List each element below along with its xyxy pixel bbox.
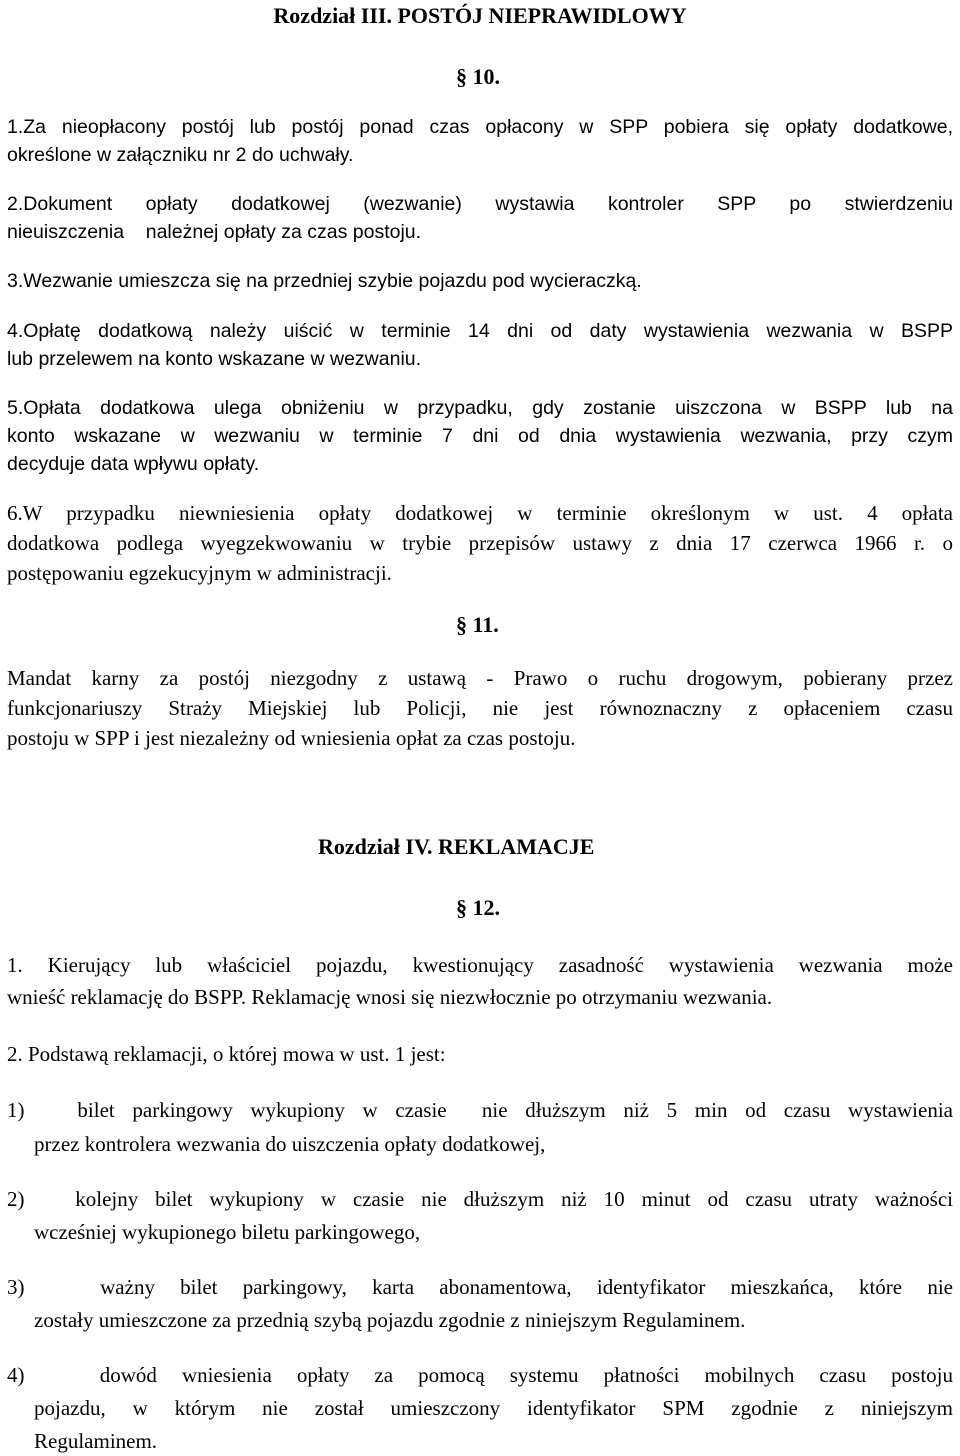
paragraph-10-2-line: 2.Dokument opłaty dodatkowej (wezwanie) wystawia kontroler SPP po stwierdzeniu <box>7 193 953 215</box>
paragraph-11-line: funkcjonariuszy Straży Miejskiej lub Policji, nie jest równoznaczny z opłaceniem czasu <box>7 696 953 720</box>
paragraph-12-1-line: wnieść reklamację do BSPP. Reklamację wnosi się niezwłocznie po otrzymaniu wezwania. <box>7 985 773 1009</box>
list-item-3-line: 3) ważny bilet parkingowy, karta abonamentowa, identyfikator mieszkańca, które nie <box>7 1275 953 1299</box>
list-item-4-line: pojazdu, w którym nie został umieszczony identyfikator SPM zgodnie z niniejszym <box>34 1396 953 1420</box>
paragraph-10-4-line: lub przelewem na konto wskazane w wezwaniu. <box>7 348 422 370</box>
list-item-2-line: wcześniej wykupionego biletu parkingowego, <box>34 1220 421 1244</box>
paragraph-10-6-line: postępowaniu egzekucyjnym w administracji. <box>7 561 392 585</box>
paragraph-10-2-line: nieuiszczenia należnej opłaty za czas postoju. <box>7 221 422 243</box>
list-item-1-line: 1) bilet parkingowy wykupiony w czasie nie dłuższym niż 5 min od czasu wystawienia <box>7 1098 953 1122</box>
list-item-4-line: Regulaminem. <box>34 1429 158 1453</box>
paragraph-12-1-line: 1. Kierujący lub właściciel pojazdu, kwestionujący zasadność wystawienia wezwania może <box>7 953 953 977</box>
paragraph-10-5-line: konto wskazane w wezwaniu w terminie 7 dni od dnia wystawienia wezwania, przy czym <box>7 425 953 447</box>
paragraph-10-1-line: 1.Za nieopłacony postój lub postój ponad czas opłacony w SPP pobiera się opłaty dodatkowe, <box>7 116 953 138</box>
section-12-label: § 12. <box>456 895 500 920</box>
paragraph-11-line: postoju w SPP i jest niezależny od wniesienia opłat za czas postoju. <box>7 726 576 750</box>
paragraph-10-5-line: 5.Opłata dodatkowa ulega obniżeniu w przypadku, gdy zostanie uiszczona w BSPP lub na <box>7 397 953 419</box>
paragraph-10-3-line: 3.Wezwanie umieszcza się na przedniej szybie pojazdu pod wycieraczką. <box>7 270 642 292</box>
list-item-2-line: 2) kolejny bilet wykupiony w czasie nie dłuższym niż 10 minut od czasu utraty ważności <box>7 1187 953 1211</box>
paragraph-10-5-line: decyduje data wpływu opłaty. <box>7 453 260 475</box>
paragraph-11-line: Mandat karny za postój niezgodny z ustawą - Prawo o ruchu drogowym, pobierany przez <box>7 666 953 690</box>
section-11-label: § 11. <box>456 612 499 637</box>
chapter-4-title: Rozdział IV. REKLAMACJE <box>318 834 595 859</box>
list-item-4-line: 4) dowód wniesienia opłaty za pomocą systemu płatności mobilnych czasu postoju <box>7 1363 953 1387</box>
list-item-1-line: przez kontrolera wezwania do uiszczenia opłaty dodatkowej, <box>34 1132 546 1156</box>
section-10-label: § 10. <box>456 64 500 89</box>
paragraph-10-4-line: 4.Opłatę dodatkową należy uiścić w terminie 14 dni od daty wystawienia wezwania w BSPP <box>7 320 953 342</box>
paragraph-10-6-line: 6.W przypadku niewniesienia opłaty dodatkowej w terminie określonym w ust. 4 opłata <box>7 501 953 525</box>
list-item-3-line: zostały umieszczone za przednią szybą pojazdu zgodnie z niniejszym Regulaminem. <box>34 1308 746 1332</box>
paragraph-12-2-line: 2. Podstawą reklamacji, o której mowa w ust. 1 jest: <box>7 1042 446 1066</box>
paragraph-10-6-line: dodatkowa podlega wyegzekwowaniu w trybie przepisów ustawy z dnia 17 czerwca 1966 r. o <box>7 531 953 555</box>
paragraph-10-1-line: określone w załączniku nr 2 do uchwały. <box>7 144 354 166</box>
chapter-3-title: Rozdział III. POSTÓJ NIEPRAWIDLOWY <box>273 3 687 28</box>
